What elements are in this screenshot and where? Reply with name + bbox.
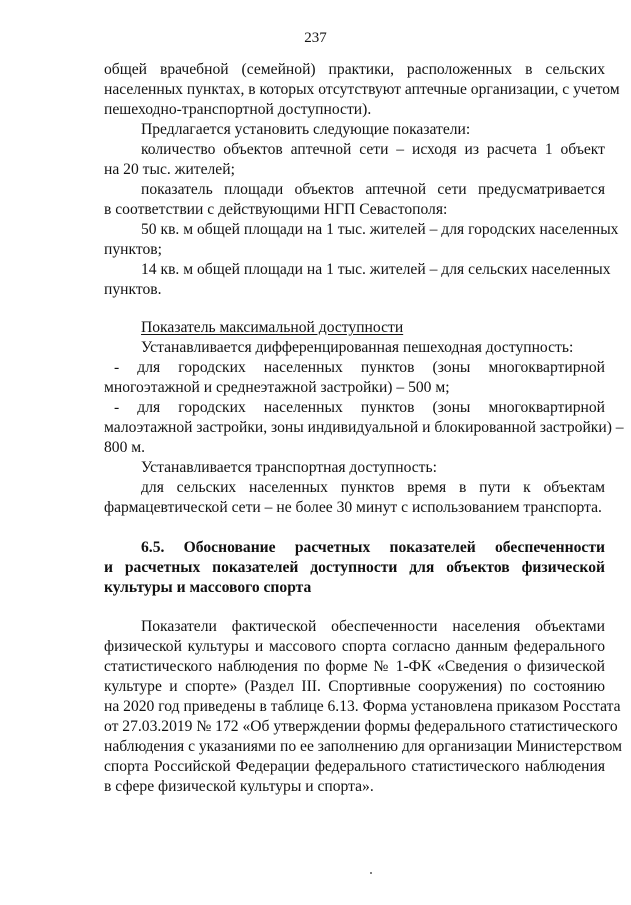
- scan-speck: [370, 872, 372, 874]
- list-item: - для городских населенных пунктов (зоны многоквартирной: [114, 359, 605, 376]
- section-heading: и расчетных показателей доступности для объектов физической: [104, 559, 605, 576]
- paragraph-line: в соответствии с действующими НГП Севастополя:: [104, 201, 448, 218]
- paragraph-line: 50 кв. м общей площади на 1 тыс. жителей – для городских населенных: [141, 221, 619, 238]
- list-item: - для городских населенных пунктов (зоны многоквартирной: [114, 399, 605, 416]
- subheading: Показатель максимальной доступности: [141, 319, 404, 336]
- paragraph-line: культуре и спорте» (Раздел III. Спортивные сооружения) по состоянию: [104, 678, 605, 695]
- paragraph-line: общей врачебной (семейной) практики, расположенных в сельских: [104, 61, 605, 78]
- paragraph-line: наблюдения с указаниями по ее заполнению для организации Министерством: [104, 738, 622, 755]
- paragraph-line: малоэтажной застройки, зоны индивидуальной и блокированной застройки) –: [104, 419, 624, 436]
- section-heading: культуры и массового спорта: [104, 579, 312, 596]
- paragraph-line: на 20 тыс. жителей;: [104, 161, 235, 178]
- paragraph-line: 14 кв. м общей площади на 1 тыс. жителей – для сельских населенных: [141, 261, 611, 278]
- paragraph-line: Предлагается установить следующие показатели:: [141, 121, 471, 138]
- paragraph-line: показатель площади объектов аптечной сети предусматривается: [141, 181, 605, 198]
- paragraph-line: многоэтажной и среднеэтажной застройки) – 500 м;: [104, 379, 450, 396]
- paragraph-line: физической культуры и массового спорта согласно данным федерального: [104, 638, 605, 655]
- paragraph-line: населенных пунктах, в которых отсутствуют аптечные организации, с учетом: [104, 81, 620, 98]
- paragraph-line: от 27.03.2019 № 172 «Об утверждении формы федерального статистического: [104, 718, 618, 735]
- paragraph-line: пунктов.: [104, 281, 162, 298]
- paragraph-line: Устанавливается дифференцированная пешеходная доступность:: [141, 339, 574, 356]
- paragraph-line: количество объектов аптечной сети – исходя из расчета 1 объект: [141, 141, 605, 158]
- paragraph-line: Устанавливается транспортная доступность:: [141, 459, 437, 476]
- paragraph-line: Показатели фактической обеспеченности населения объектами: [141, 618, 605, 635]
- paragraph-line: 800 м.: [104, 439, 146, 456]
- paragraph-line: в сфере физической культуры и спорта».: [104, 778, 374, 795]
- paragraph-line: для сельских населенных пунктов время в пути к объектам: [141, 479, 605, 496]
- paragraph-line: статистического наблюдения по форме № 1-ФК «Сведения о физической: [104, 658, 605, 675]
- page-number: 237: [304, 30, 327, 46]
- paragraph-line: спорта Российской Федерации федерального статистического наблюдения: [104, 758, 605, 775]
- paragraph-line: на 2020 год приведены в таблице 6.13. Форма установлена приказом Росстата: [104, 698, 621, 715]
- paragraph-line: пунктов;: [104, 241, 162, 258]
- paragraph-line: пешеходно-транспортной доступности).: [104, 101, 372, 118]
- paragraph-line: фармацевтической сети – не более 30 минут с использованием транспорта.: [104, 499, 602, 516]
- section-heading: 6.5. Обоснование расчетных показателей обеспеченности: [141, 539, 605, 556]
